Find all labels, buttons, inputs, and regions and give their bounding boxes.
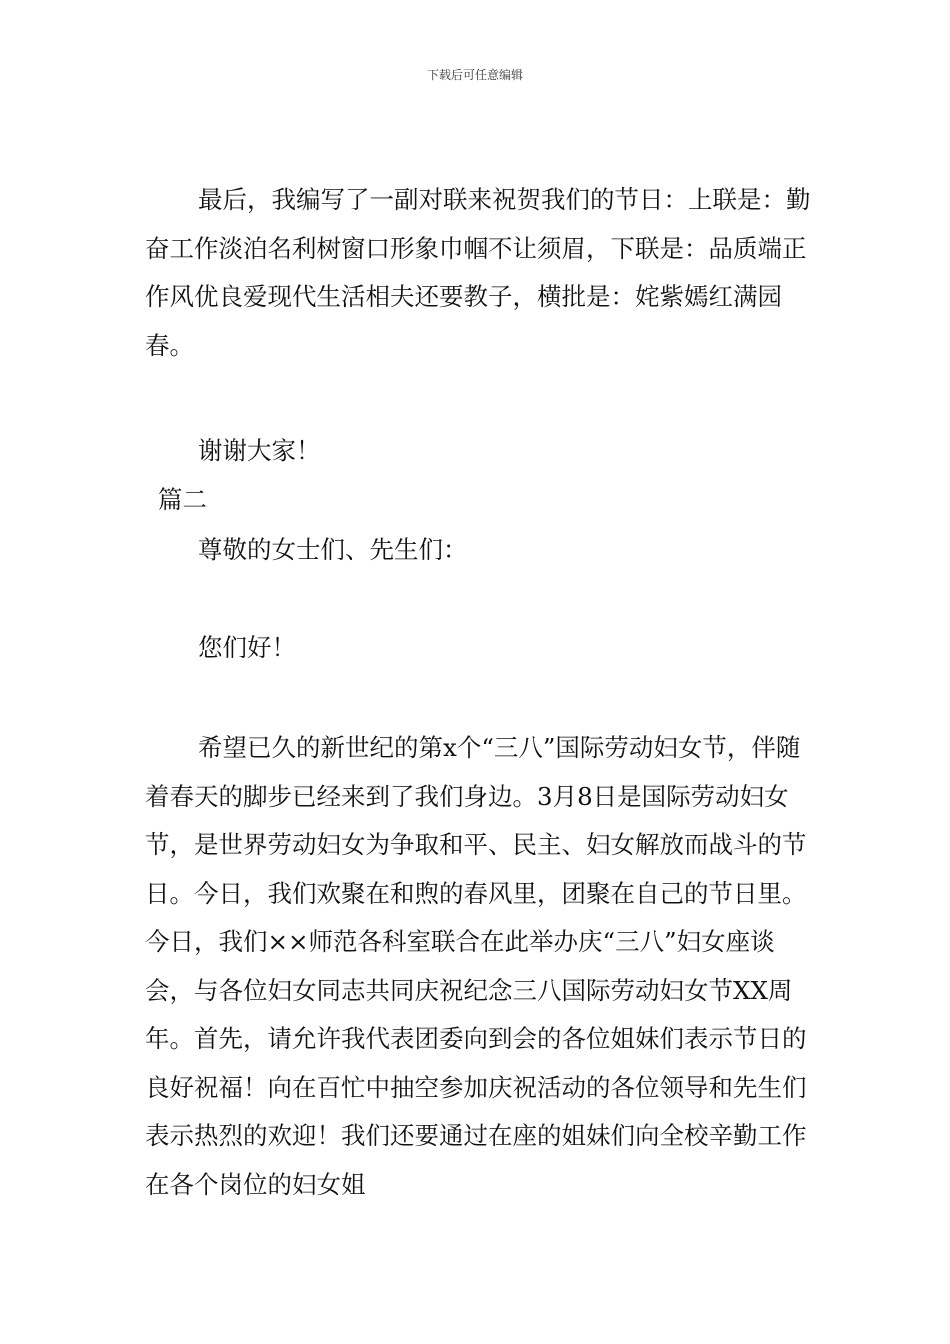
- page-header: 下载后可任意编辑: [426, 68, 523, 82]
- paragraph-thanks: 谢谢大家！: [198, 436, 321, 465]
- paragraph-hello: 您们好！: [198, 633, 296, 662]
- paragraph-main: 希望已久的新世纪的第x个“三八”国际劳动妇女节，伴随着春天的脚步已经来到了我们身边。3月8日是国际劳动妇女节，是世界劳动妇女为争取和平、民主、妇女解放而战斗的节日。今日，我们欢聚在和煦的春风里，团聚在自己的节日里。今日，我们××师范各科室联合在此举办庆“三八”妇女座谈会，与各位妇女同志共同庆祝纪念三八国际劳动妇女节XX周年。首先，请允许我代表团委向到会的各位姐妹们表示节日的良好祝福！向在百忙中抽空参加庆祝活动的各位领导和先生们表示热烈的欢迎！我们还要通过在座的姐妹们向全校辛勤工作在各个岗位的妇女姐: [145, 733, 807, 1199]
- section-title: 篇二: [158, 485, 207, 514]
- paragraph-couplet: 最后，我编写了一副对联来祝贺我们的节日：上联是：勤奋工作淡泊名利树窗口形象巾帼不让须眉，下联是：品质端正作风优良爱现代生活相夫还要教子，横批是：姹紫嫣红满园春。: [145, 185, 811, 360]
- paragraph-salutation: 尊敬的女士们、先生们：: [198, 535, 468, 564]
